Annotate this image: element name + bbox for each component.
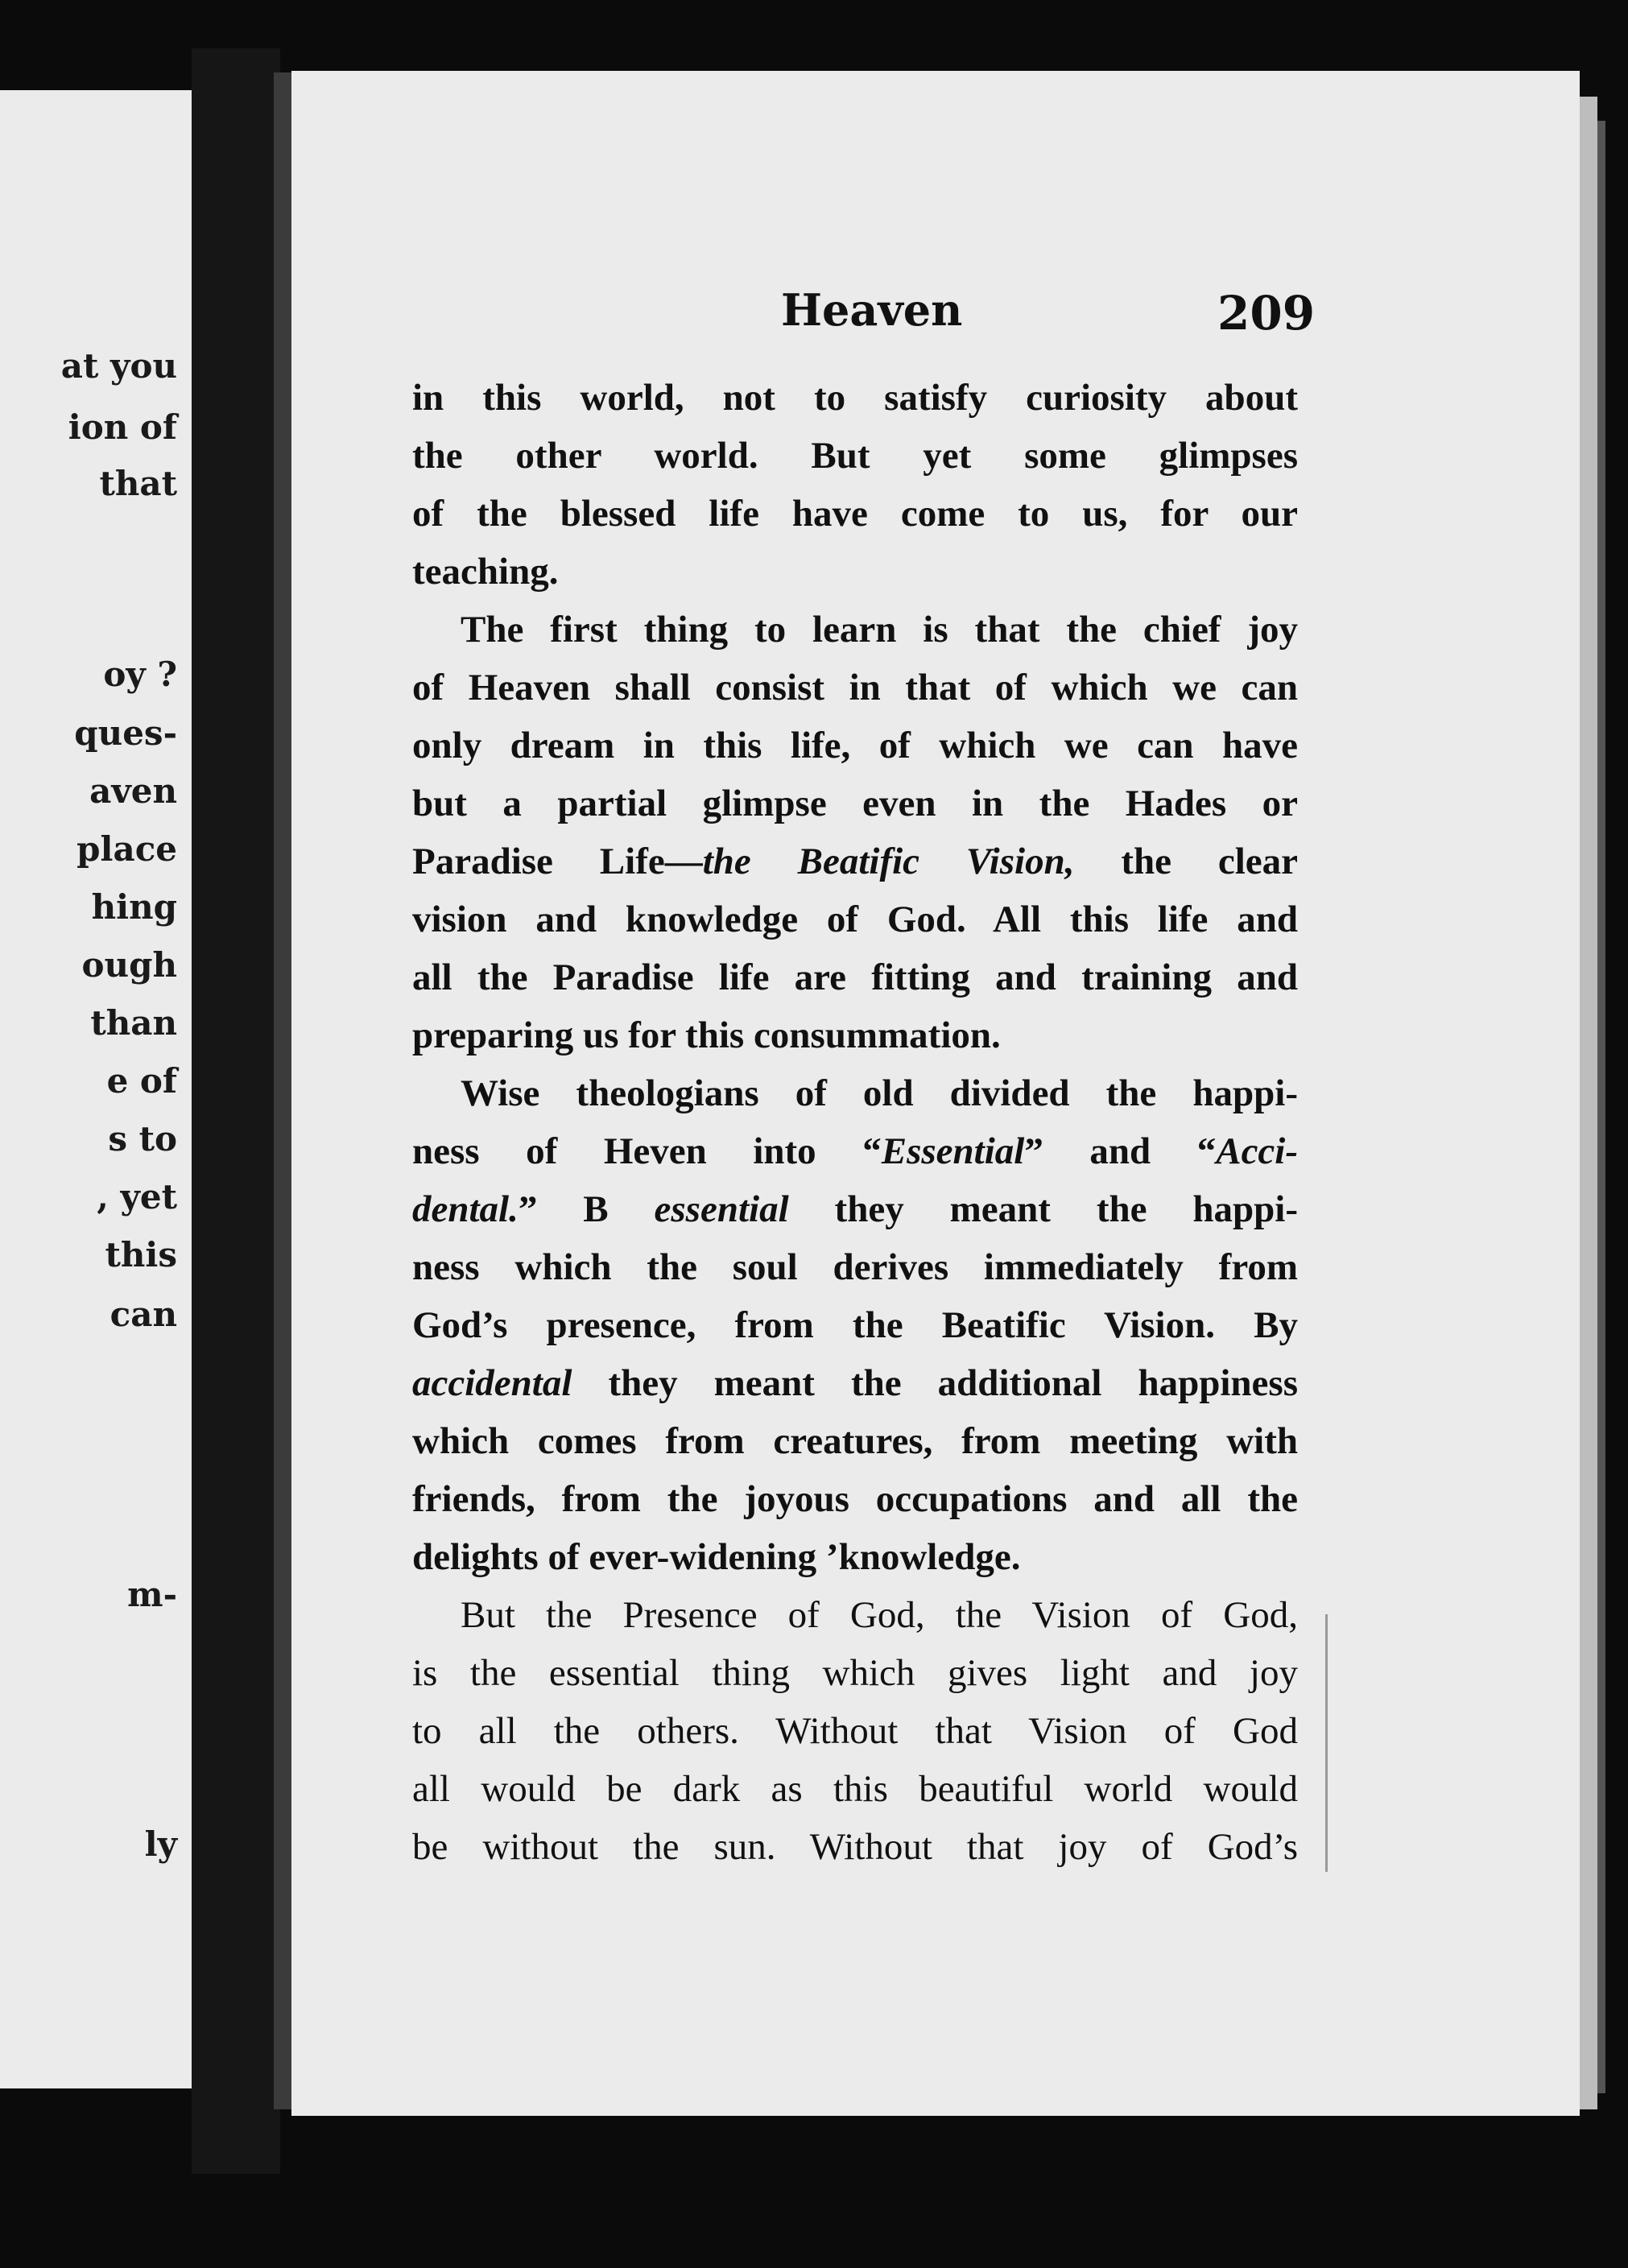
left-page-text: ly xyxy=(144,1824,177,1864)
text-run: they meant the happi- xyxy=(788,1188,1298,1230)
text-line: only dream in this life, of which we can have xyxy=(412,725,1298,766)
left-facing-page xyxy=(0,90,192,2088)
text-line: the other world. But yet some glimpses xyxy=(412,435,1298,477)
left-page-text: hing xyxy=(91,887,177,927)
text-line: is the essential thing which gives light and joy xyxy=(412,1652,1298,1694)
text-line: be without the sun. Without that joy of God’s xyxy=(412,1826,1298,1868)
left-page-text: ion of xyxy=(68,407,177,447)
text-run: they meant the additional happiness xyxy=(572,1362,1298,1404)
text-line: but a partial glimpse even in the Hades or xyxy=(412,783,1298,824)
text-line: all would be dark as this beautiful world would xyxy=(412,1768,1298,1810)
left-page-text: than xyxy=(90,1003,177,1043)
text-line xyxy=(412,1180,1298,1238)
text-line: friends, from the joyous occupations and all the xyxy=(412,1478,1298,1520)
left-page-text: this xyxy=(105,1235,177,1274)
text-line: God’s presence, from the Beatific Vision. By xyxy=(412,1304,1298,1346)
text-run: ” B xyxy=(518,1188,609,1230)
left-page-text: s to xyxy=(108,1119,177,1159)
fore-edge-shadow xyxy=(1597,121,1605,2093)
text-line: delights of ever-widening ’knowledge. xyxy=(412,1536,1021,1578)
text-line xyxy=(412,832,1298,890)
left-page-text: , yet xyxy=(97,1177,177,1217)
italic-text: the Beatific Vision, xyxy=(702,841,1075,882)
body-text xyxy=(412,369,1298,1876)
left-page-text: can xyxy=(109,1295,177,1334)
margin-mark xyxy=(1325,1614,1328,1872)
left-page-text: e of xyxy=(106,1061,177,1101)
text-run: Paradise Life— xyxy=(412,841,703,882)
left-page-text: at you xyxy=(60,346,177,386)
page-number: 209 xyxy=(1217,286,1316,341)
text-line: all the Paradise life are fitting and training and xyxy=(412,956,1298,998)
italic-text: essential xyxy=(654,1188,789,1230)
text-run: ven into “ xyxy=(650,1130,882,1172)
text-line: ness which the soul derives immediately from xyxy=(412,1246,1298,1288)
left-page-text: that xyxy=(99,464,177,503)
book-gutter xyxy=(192,48,280,2174)
left-page-text: m- xyxy=(127,1575,177,1614)
text-line: teaching. xyxy=(412,551,559,593)
text-line: in this world, not to satisfy curiosity about xyxy=(412,377,1298,419)
text-line: to all the others. Without that Vision of God xyxy=(412,1710,1298,1752)
left-page-text: ough xyxy=(81,945,177,985)
text-run: the clear xyxy=(1074,841,1298,882)
text-run: ness of He xyxy=(412,1130,651,1172)
italic-text: accidental xyxy=(412,1362,572,1404)
text-line: of the blessed life have come to us, for our xyxy=(412,493,1298,535)
text-line xyxy=(412,1354,1298,1412)
left-page-text: aven xyxy=(89,771,177,811)
left-page-text: place xyxy=(76,829,177,869)
text-line: which comes from creatures, from meeting with xyxy=(412,1420,1298,1462)
text-line: Wise theologians of old divided the happi- xyxy=(461,1072,1298,1114)
italic-text: Essential xyxy=(881,1130,1025,1172)
text-line: vision and knowledge of God. All this life and xyxy=(412,899,1298,940)
page-fore-edge xyxy=(1580,97,1597,2109)
text-line: of Heaven shall consist in that of which we can xyxy=(412,667,1298,708)
left-page-text: ques- xyxy=(74,713,177,753)
italic-text: dental. xyxy=(412,1188,519,1230)
text-line: But the Presence of God, the Vision of God, xyxy=(461,1594,1298,1636)
running-head: Heaven xyxy=(781,284,963,336)
italic-text: Acci- xyxy=(1216,1130,1298,1172)
text-line xyxy=(412,1122,1298,1180)
left-page-text: oy ? xyxy=(103,655,177,694)
text-line: The first thing to learn is that the chief joy xyxy=(461,609,1298,651)
text-run: ” and “ xyxy=(1024,1130,1217,1172)
page-edge xyxy=(274,72,291,2109)
text-line: preparing us for this consummation. xyxy=(412,1014,1001,1056)
